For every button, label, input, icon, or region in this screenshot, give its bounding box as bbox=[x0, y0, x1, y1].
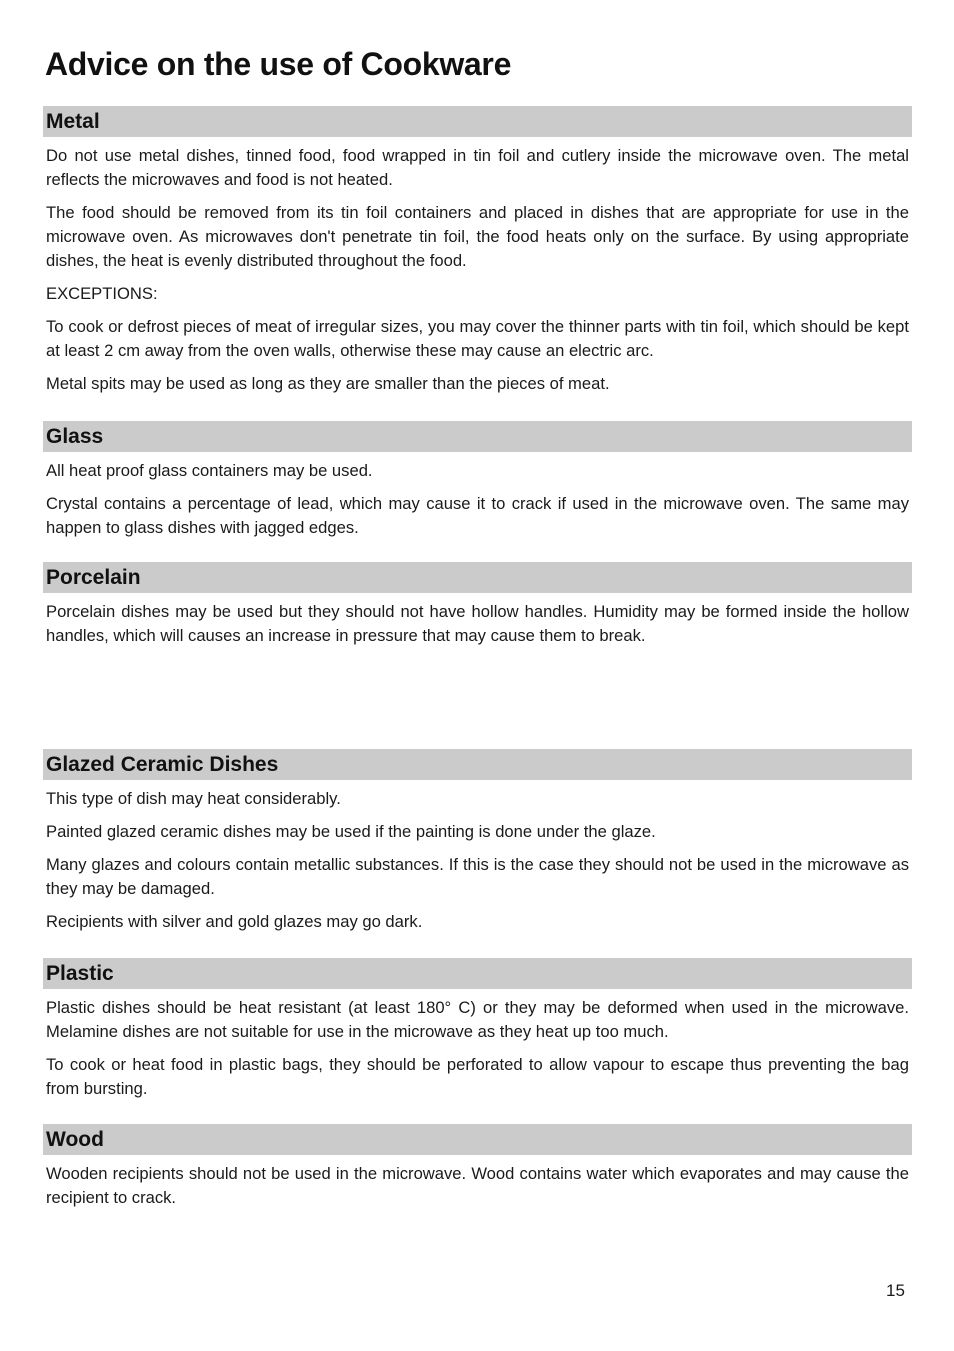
section-heading: Wood bbox=[43, 1124, 912, 1155]
section-heading: Glazed Ceramic Dishes bbox=[43, 749, 912, 780]
section-body bbox=[43, 593, 912, 648]
page-title: Advice on the use of Cookware bbox=[45, 46, 512, 82]
section-porcelain bbox=[43, 562, 912, 657]
section-glazed-ceramic bbox=[43, 749, 912, 943]
paragraph: The food should be removed from its tin foil containers and placed in dishes that are appropriate for use in the microwave oven. As microwaves don't penetrate tin foil, the food heats only on the surface. By using appropriate dishes, the heat is evenly distributed throughout the food. bbox=[46, 203, 909, 270]
section-body bbox=[43, 780, 912, 934]
paragraph: EXCEPTIONS: bbox=[46, 284, 158, 303]
section-glass bbox=[43, 421, 912, 549]
paragraph: Do not use metal dishes, tinned food, food wrapped in tin foil and cutlery inside the microwave oven. The metal reflects the microwaves and food is not heated. bbox=[46, 146, 909, 189]
paragraph: Painted glazed ceramic dishes may be used if the painting is done under the glaze. bbox=[46, 822, 656, 841]
section-heading: Metal bbox=[43, 106, 912, 137]
page-number: 15 bbox=[886, 1281, 905, 1300]
section-body bbox=[43, 137, 912, 396]
paragraph: To cook or defrost pieces of meat of irregular sizes, you may cover the thinner parts with tin foil, which should be kept at least 2 cm away from the oven walls, otherwise these may cause an electric arc. bbox=[46, 317, 909, 360]
section-body bbox=[43, 452, 912, 540]
paragraph: Crystal contains a percentage of lead, which may cause it to crack if used in the microwave oven. The same may happen to glass dishes with jagged edges. bbox=[46, 494, 909, 537]
paragraph: Recipients with silver and gold glazes may go dark. bbox=[46, 912, 423, 931]
section-heading: Glass bbox=[43, 421, 912, 452]
paragraph: Metal spits may be used as long as they are smaller than the pieces of meat. bbox=[46, 374, 610, 393]
section-heading: Porcelain bbox=[43, 562, 912, 593]
paragraph: Porcelain dishes may be used but they should not have hollow handles. Humidity may be formed inside the hollow handles, which will causes an increase in pressure that may cause them to break. bbox=[46, 602, 909, 645]
paragraph: Plastic dishes should be heat resistant (at least 180° C) or they may be deformed when used in the microwave. Melamine dishes are not suitable for use in the microwave as they heat up too much. bbox=[46, 998, 909, 1041]
paragraph: Wooden recipients should not be used in the microwave. Wood contains water which evaporates and may cause the recipient to crack. bbox=[46, 1164, 909, 1207]
paragraph: All heat proof glass containers may be used. bbox=[46, 461, 373, 480]
section-plastic bbox=[43, 958, 912, 1110]
section-body bbox=[43, 989, 912, 1101]
paragraph: This type of dish may heat considerably. bbox=[46, 789, 341, 808]
paragraph: To cook or heat food in plastic bags, they should be perforated to allow vapour to escape thus preventing the bag from bursting. bbox=[46, 1055, 909, 1098]
paragraph: Many glazes and colours contain metallic substances. If this is the case they should not be used in the microwave as they may be damaged. bbox=[46, 855, 909, 898]
section-heading: Plastic bbox=[43, 958, 912, 989]
section-metal bbox=[43, 106, 912, 405]
section-wood bbox=[43, 1124, 912, 1219]
section-body bbox=[43, 1155, 912, 1210]
